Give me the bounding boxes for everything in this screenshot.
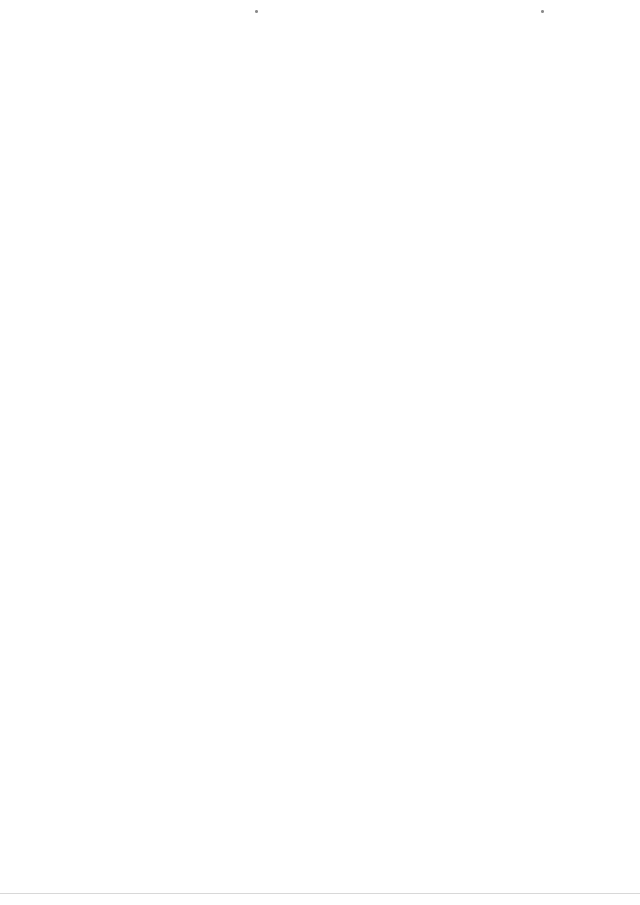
page-bottom-edge bbox=[0, 893, 640, 894]
scan-speck bbox=[541, 10, 544, 13]
scan-speck bbox=[255, 10, 258, 13]
